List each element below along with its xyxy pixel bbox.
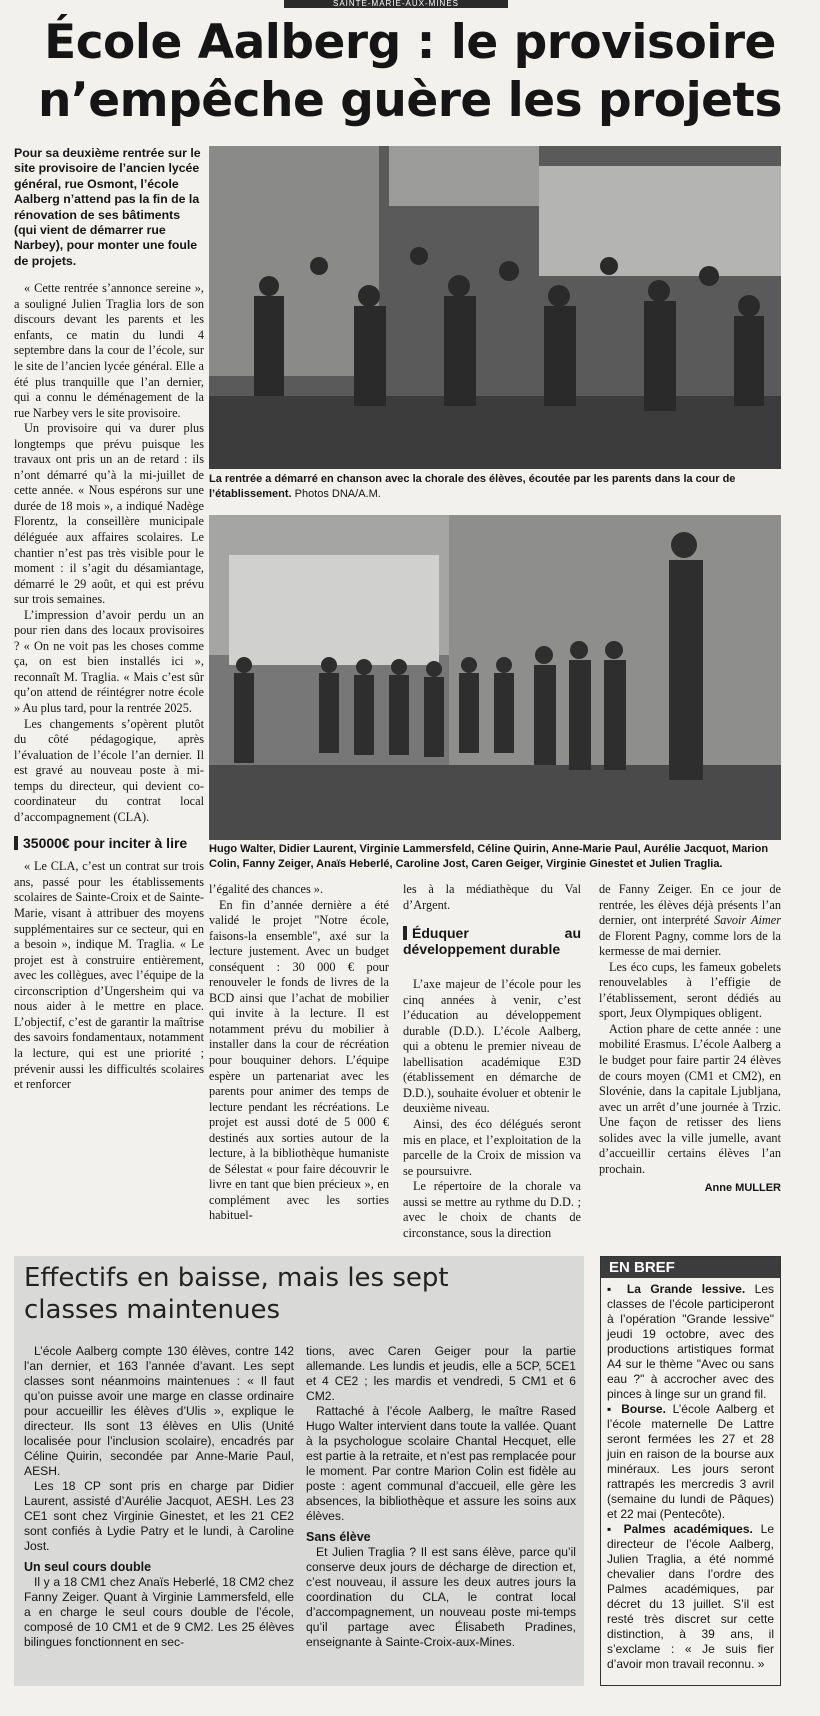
paragraph: Les 18 CP sont pris en charge par Didier Laurent, assisté d’Aurélie Jacquot, AESH. Les 23 CE1 sont chez Virginie Ginestet, et les 21 CE2 sont confiés à Lydie Patry et le lundi, à Caroline Jost.: [24, 1479, 294, 1553]
en-bref-items: [601, 1278, 780, 1676]
article-lead: Pour sa deuxième rentrée sur le site provisoire de l’ancien lycée général, rue Osmont, l’école Aalberg n’attend pas la fin de la rénovation de ses bâtiments (qui vient de démarrer rue Narbey), pour monter une foule de projets.: [14, 146, 201, 268]
subhead-text: Éduquer au développement durable: [403, 925, 581, 958]
en-bref-header: EN BREF: [601, 1257, 780, 1278]
bref-item: ▪ Palmes académiques. Le directeur de l’école Aalberg, Julien Traglia, a été nommé chevalier dans l’ordre des Palmes académiques, par décret du 13 juillet. S’il est resté très discret sur cette distinction, à 39 ans, il s’exclame : « Je suis fier d’avoir mon travail reconnu. »: [607, 1522, 775, 1671]
subhead-eduquer: [403, 925, 581, 957]
box-title: Effectifs en baisse, mais les sept classes maintenues: [24, 1263, 449, 1325]
paragraph: En fin d’année dernière a été validé le projet "Notre école, faisons-la ensemble", axé sur la lecture justement. Avec un budget conséquent : 30 000 € pour renouveler le fonds de livres de la BCD ainsi que l’achat de mobilier qui invite à la lecture. Il est notamment prévu du mobilier à installer dans la cour de récréation pour bouquiner dehors. L’équipe espère un partenariat avec les parents pour animer des temps de lecture pendant les récréations. Le projet est aussi doté de 5 000 € destinés aux sorties autour de la lecture, à la bibliothèque humaniste de Sélestat « pour faire découvrir le livre en tant que bien précieux », en complément avec les sorties habituel-: [209, 897, 389, 1223]
subhead-bar: [14, 836, 18, 850]
photo-1-caption: [209, 472, 781, 502]
column-1: [14, 146, 204, 1093]
paragraph: L’école Aalberg compte 130 élèves, contre 142 l’an dernier, et 163 l’année d’avant. Les sept classes sont néanmoins maintenues : « Il faut qu’on puisse avoir une marge en classe ordinaire pour accueillir les élèves d’Ulis », explique le directeur. Ils sont 13 élèves en Ulis (Unité localisée pour l’inclusion scolaire), encadrés par Céline Quirin, secondée par Anne-Marie Paul, AESH.: [24, 1344, 294, 1478]
bref-item-text: Les classes de l’école participeront à l’opération "Grande lessive" jeudi 19 octobre, avec des productions artistiques format A4 sur le thème "Avec ou sans eau ?" à accrocher avec des pinces à linge sur un grand fil.: [607, 1282, 775, 1401]
column-4: [599, 882, 781, 1197]
paragraph: tions, avec Caren Geiger pour la partie allemande. Les lundis et jeudis, elle a 5CP, 5CE1 et 4 CE2 ; les mardis et vendredi, 5 CM1 et 6 CM2.: [306, 1344, 576, 1403]
effectifs-box: [14, 1256, 584, 1686]
bref-item: ▪ La Grande lessive. Les classes de l’école participeront à l’opération "Grande lessive" jeudi 19 octobre, avec des productions artistiques format A4 sur le thème "Avec ou sans eau ?" à accrocher avec des pinces à linge sur un grand fil.: [607, 1282, 775, 1401]
paragraph: Les éco cups, les fameux gobelets renouvelables à l’effigie de l’établissement, seront dédiés au sport, Jeux Olympiques obligent.: [599, 959, 781, 1021]
paragraph: Un provisoire qui va durer plus longtemps que prévu puisque les travaux ont pris un an de retard : ils n’ont démarré qu’à la mi-juillet de cette année. « Nous espérons sur une durée de 18 mois », a indiqué Nadège Florentz, la conseillère municipale déléguée aux affaires scolaires. Le chantier n’est pas très visible pour le moment : il s’agit du désamiantage, démarré le 29 août, et qui est prévu sur trois semaines.: [14, 421, 204, 607]
bref-item-title: La Grande lessive.: [626, 1282, 746, 1296]
photo-team: [209, 515, 781, 840]
box-column-2: [306, 1344, 576, 1650]
paragraph: L’axe majeur de l’école pour les cinq années à venir, c’est l’éducation au développement durable (D.D.). L’école Aalberg, qui a obtenu le premier niveau de labellisation académique E3D (établissement en démarche de D.D.), souhaite évoluer et obtenir le deuxième niveau.: [403, 977, 581, 1116]
paragraph: L’impression d’avoir perdu un an pour rien dans des locaux provisoires ? « On ne voit pas les choses comme ça, on est bien installés ici », reconnaît M. Traglia. « Mais c’est sûr qu’on attend de réintégrer notre école » Au plus tard, pour la rentrée 2025.: [14, 607, 204, 716]
box-subhead: Sans élève: [306, 1530, 371, 1544]
caption-text: La rentrée a démarré en chanson avec la chorale des élèves, écoutée par les parents dans la cour de l’établissement.: [209, 473, 736, 500]
photo-chorale-courtyard: [209, 146, 781, 469]
column-3: [403, 882, 581, 1241]
column-2: [209, 882, 389, 1224]
paragraph: « Cette rentrée s’annonce sereine », a souligné Julien Traglia lors de son discours devant les parents et les enfants, ce matin du lundi 4 septembre dans la cour de l’école, sur le site de l’ancien lycée général. Elle a été plus tranquille que l’an dernier, qui a connu le déménagement de la rue Narbey vers le site provisoire.: [14, 281, 204, 420]
bref-item-title: Palmes académiques.: [623, 1522, 753, 1536]
bref-item-text: Le directeur de l’école Aalberg, Julien Traglia, a été nommé chevalier dans l’ordre des Palmes académiques, par décret du 13 juillet. S’il est resté très discret sur cette distinction, à 39 ans, il s’exclame : « Je suis fier d’avoir mon travail reconnu. »: [607, 1522, 775, 1671]
photo-chorale-image: [209, 146, 781, 469]
author-signature: Anne MULLER: [704, 1182, 781, 1195]
paragraph: Et Julien Traglia ? Il est sans élève, parce qu’il conserve deux jours de décharge de direction et, c’est nouveau, il assure les deux autres jours la coordination du CLA, le contrat local d’accompagnement, un nouveau poste mi-temps qu’il partage avec Élisabeth Pradines, enseignante à Sainte-Croix-aux-Mines.: [306, 1545, 576, 1649]
subhead-bar: [403, 926, 407, 940]
paragraph: Les changements s’opèrent plutôt du côté pédagogique, après l’évaluation de l’école l’an dernier. Il est gravé au nouveau poste à mi-temps du directeur, qui devient co-coordinateur du contrat local d’accompagnement (CLA).: [14, 716, 204, 824]
paragraph: Le répertoire de la chorale va aussi se mettre au rythme du D.D. ; avec le choix de chants de circonstance, sous la direction: [403, 1179, 581, 1240]
photo-2-caption: Hugo Walter, Didier Laurent, Virginie Lammersfeld, Céline Quirin, Anne-Marie Paul, Aurélie Jacquot, Marion Colin, Fanny Zeiger, Anaïs Heberlé, Caroline Jost, Caren Geiger, Virginie Ginestet et Julien Traglia.: [209, 843, 769, 870]
bref-item: ▪ Bourse. L’école Aalberg et l’école maternelle De Lattre seront fermées les 27 et 28 juin en raison de la bourse aux minéraux. Les jours seront rattrapés les mercredis 3 avril (semaine du lundi de Pâques) et 22 mai (Pentecôte).: [607, 1402, 774, 1521]
section-kicker: SAINTE-MARIE-AUX-MINES: [284, 0, 508, 8]
box-subhead: Un seul cours double: [24, 1560, 152, 1574]
song-title: Savoir Aimer: [714, 913, 782, 928]
paragraph: Action phare de cette année : une mobilité Erasmus. L’école Aalberg a le budget pour faire partir 24 élèves de cours moyen (CM1 et CM2), en Slovénie, dans la capitale Ljubljana, avec un arrêt d’une journée à Trzic. Une façon de retisser des liens solides avec la ville jumelle, avant d’accueillir certains élèves l’an prochain.: [599, 1021, 781, 1176]
subhead-text: 35000€ pour inciter à lire: [23, 835, 188, 852]
paragraph: Rattaché à l’école Aalberg, le maître Rased Hugo Walter intervient dans toute la vallée. Quant à la psychologue scolaire Chantal Hecquet, elle est partie à la retraite, et n’est pas remplacée pour le moment. Par contre Marion Colin est fidèle au poste : agent communal d’accueil, elle gère les absences, la bibliothèque et assure les soins aux élèves.: [306, 1404, 576, 1523]
bref-item-text: L’école Aalberg et l’école maternelle De Lattre seront fermées les 27 et 28 juin en raison de la bourse aux minéraux. Les jours seront rattrapés les mercredis 3 avril (semaine du lundi de Pâques) et 22 mai (Pentecôte).: [607, 1402, 774, 1521]
photo-team-image: [209, 515, 781, 840]
text-run: de Florent Pagny, comme lors de la kermesse de mai dernier.: [599, 928, 781, 959]
en-bref-box: [600, 1256, 781, 1686]
paragraph: Il y a 18 CM1 chez Anaïs Heberlé, 18 CM2 chez Fanny Zeiger. Quant à Virginie Lammersfeld, elle a en charge le seul cours double de l’école, composé de 10 CM1 et de 9 CM2. Les 25 élèves bilingues fonctionnent en sec-: [24, 1575, 294, 1649]
text-run: de Fanny Zeiger. En ce jour de rentrée, les élèves déjà présents l’an dernier, ont interprété: [599, 882, 781, 928]
bref-item-title: Bourse.: [621, 1402, 666, 1416]
photo-credit: Photos DNA/A.M.: [294, 488, 381, 500]
box-column-1: [24, 1344, 294, 1650]
paragraph: « Le CLA, c’est un contrat sur trois ans, passé pour les établissements scolaires de Sainte-Croix et de Sainte-Marie, visant à attribuer des moyens supplémentaires sur ce secteur, qui en a besoin », indique M. Traglia. « Le projet est à construire entièrement, avec les collègues, avec l’équipe de la circonscription d’Ungersheim qui va nous aider à le mettre en place. L’objectif, c’est de garantir la maîtrise des savoirs fondamentaux, notamment la lecture, qui est une priorité ; prévenir aussi les difficultés scolaires et renforcer: [14, 859, 204, 1092]
paragraph: l’égalité des chances ».: [209, 882, 324, 896]
paragraph: Ainsi, des éco délégués seront mis en place, et l’exploitation de la parcelle de la Croix de mission va se poursuivre.: [403, 1117, 581, 1178]
subhead-35000: [14, 835, 204, 851]
headline: École Aalberg : le provisoire n’empêche guère les projets: [37, 15, 782, 128]
paragraph: [599, 882, 781, 960]
paragraph: les à la médiathèque du Val d’Argent.: [403, 882, 581, 912]
